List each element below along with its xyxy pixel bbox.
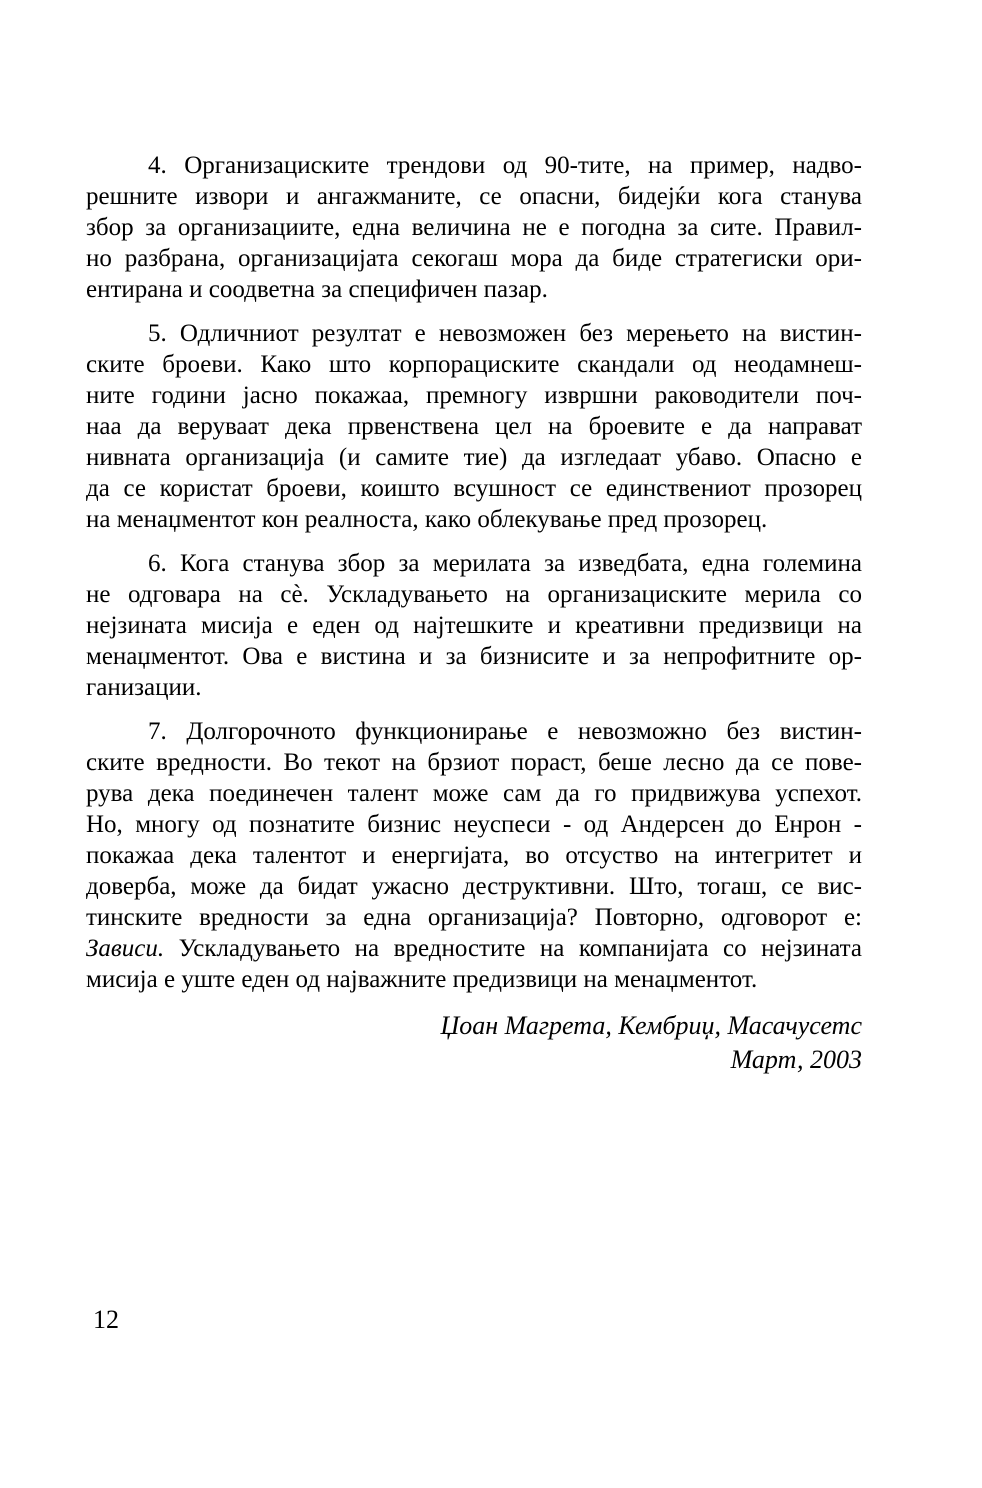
- text-line: нивната организација (и самите тие) да изгледаат убаво. Опасно е: [86, 444, 862, 471]
- text-line: збор за организациите, една величина не е погодна за сите. Правил-: [86, 214, 862, 241]
- paragraph-5: [86, 318, 862, 535]
- text-line: ните години јасно покажаа, премногу извршни раководители поч-: [86, 382, 862, 409]
- text-block: [86, 150, 862, 1077]
- text-line: 4. Организациските трендови од 90-тите, на пример, надво-: [148, 152, 862, 179]
- text-line: Но, многу од познатите бизнис неуспеси - од Андерсен до Енрон -: [86, 811, 862, 838]
- text-line: ганизации.: [86, 674, 202, 701]
- text-line: доверба, може да бидат ужасно деструктивни. Што, тогаш, се вис-: [86, 873, 862, 900]
- text-line: рува дека поединечен талент може сам да го придвижува успехот.: [86, 780, 862, 807]
- text-line: ските броеви. Како што корпорациските скандали од неодамнеш-: [86, 351, 862, 378]
- text-line: покажаа дека талентот и енергијата, во отсуство на интегритет и: [86, 842, 862, 869]
- paragraph-6: [86, 548, 862, 703]
- text-line: ските вредности. Во текот на брзиот пораст, беше лесно да се пове-: [86, 749, 862, 776]
- signature-author-line: Џоан Магрета, Кембриџ, Масачусетс: [440, 1011, 862, 1040]
- paragraph-4: [86, 150, 862, 305]
- text-line: но разбрана, организацијата секогаш мора да биде стратегиски ори-: [86, 245, 862, 272]
- text-segment: Ускладувањето на вредностите на компанијата со нејзината: [178, 935, 862, 962]
- signature: [86, 1009, 862, 1077]
- text-line: мисија е уште еден од најважните предизвици на менаџментот.: [86, 966, 758, 993]
- text-line: решните извори и ангажманите, се опасни, бидејќи кога станува: [86, 183, 862, 210]
- text-line: да се користат броеви, коишто всушност се единствениот прозорец: [86, 475, 862, 502]
- text-line: 5. Одличниот резултат е невозможен без мерењето на вистин-: [148, 320, 862, 347]
- page-number: 12: [93, 1305, 119, 1334]
- text-line: 7. Долгорочното функционирање е невозможно без вистин-: [148, 718, 862, 745]
- text-line: ентирана и соодветна за специфичен пазар.: [86, 276, 548, 303]
- text-line: не одговара на сѐ. Ускладувањето на организациските мерила со: [86, 581, 862, 608]
- text-line: наа да веруваат дека првенствена цел на броевите е да направат: [86, 413, 862, 440]
- text-line: [86, 933, 862, 964]
- italic-word: Зависи.: [86, 935, 165, 962]
- text-line: на менаџментот кон реалноста, како облекување пред прозорец.: [86, 506, 768, 533]
- text-line: нејзината мисија е еден од најтешките и креативни предизвици на: [86, 612, 862, 639]
- signature-date-line: Март, 2003: [730, 1045, 862, 1074]
- text-line: 6. Кога станува збор за мерилата за изведбата, една големина: [148, 550, 862, 577]
- text-line: менаџментот. Ова е вистина и за бизнисите и за непрофитните ор-: [86, 643, 862, 670]
- text-line: тинските вредности за една организација? Повторно, одговорот е:: [86, 904, 862, 931]
- paragraph-7: [86, 716, 862, 995]
